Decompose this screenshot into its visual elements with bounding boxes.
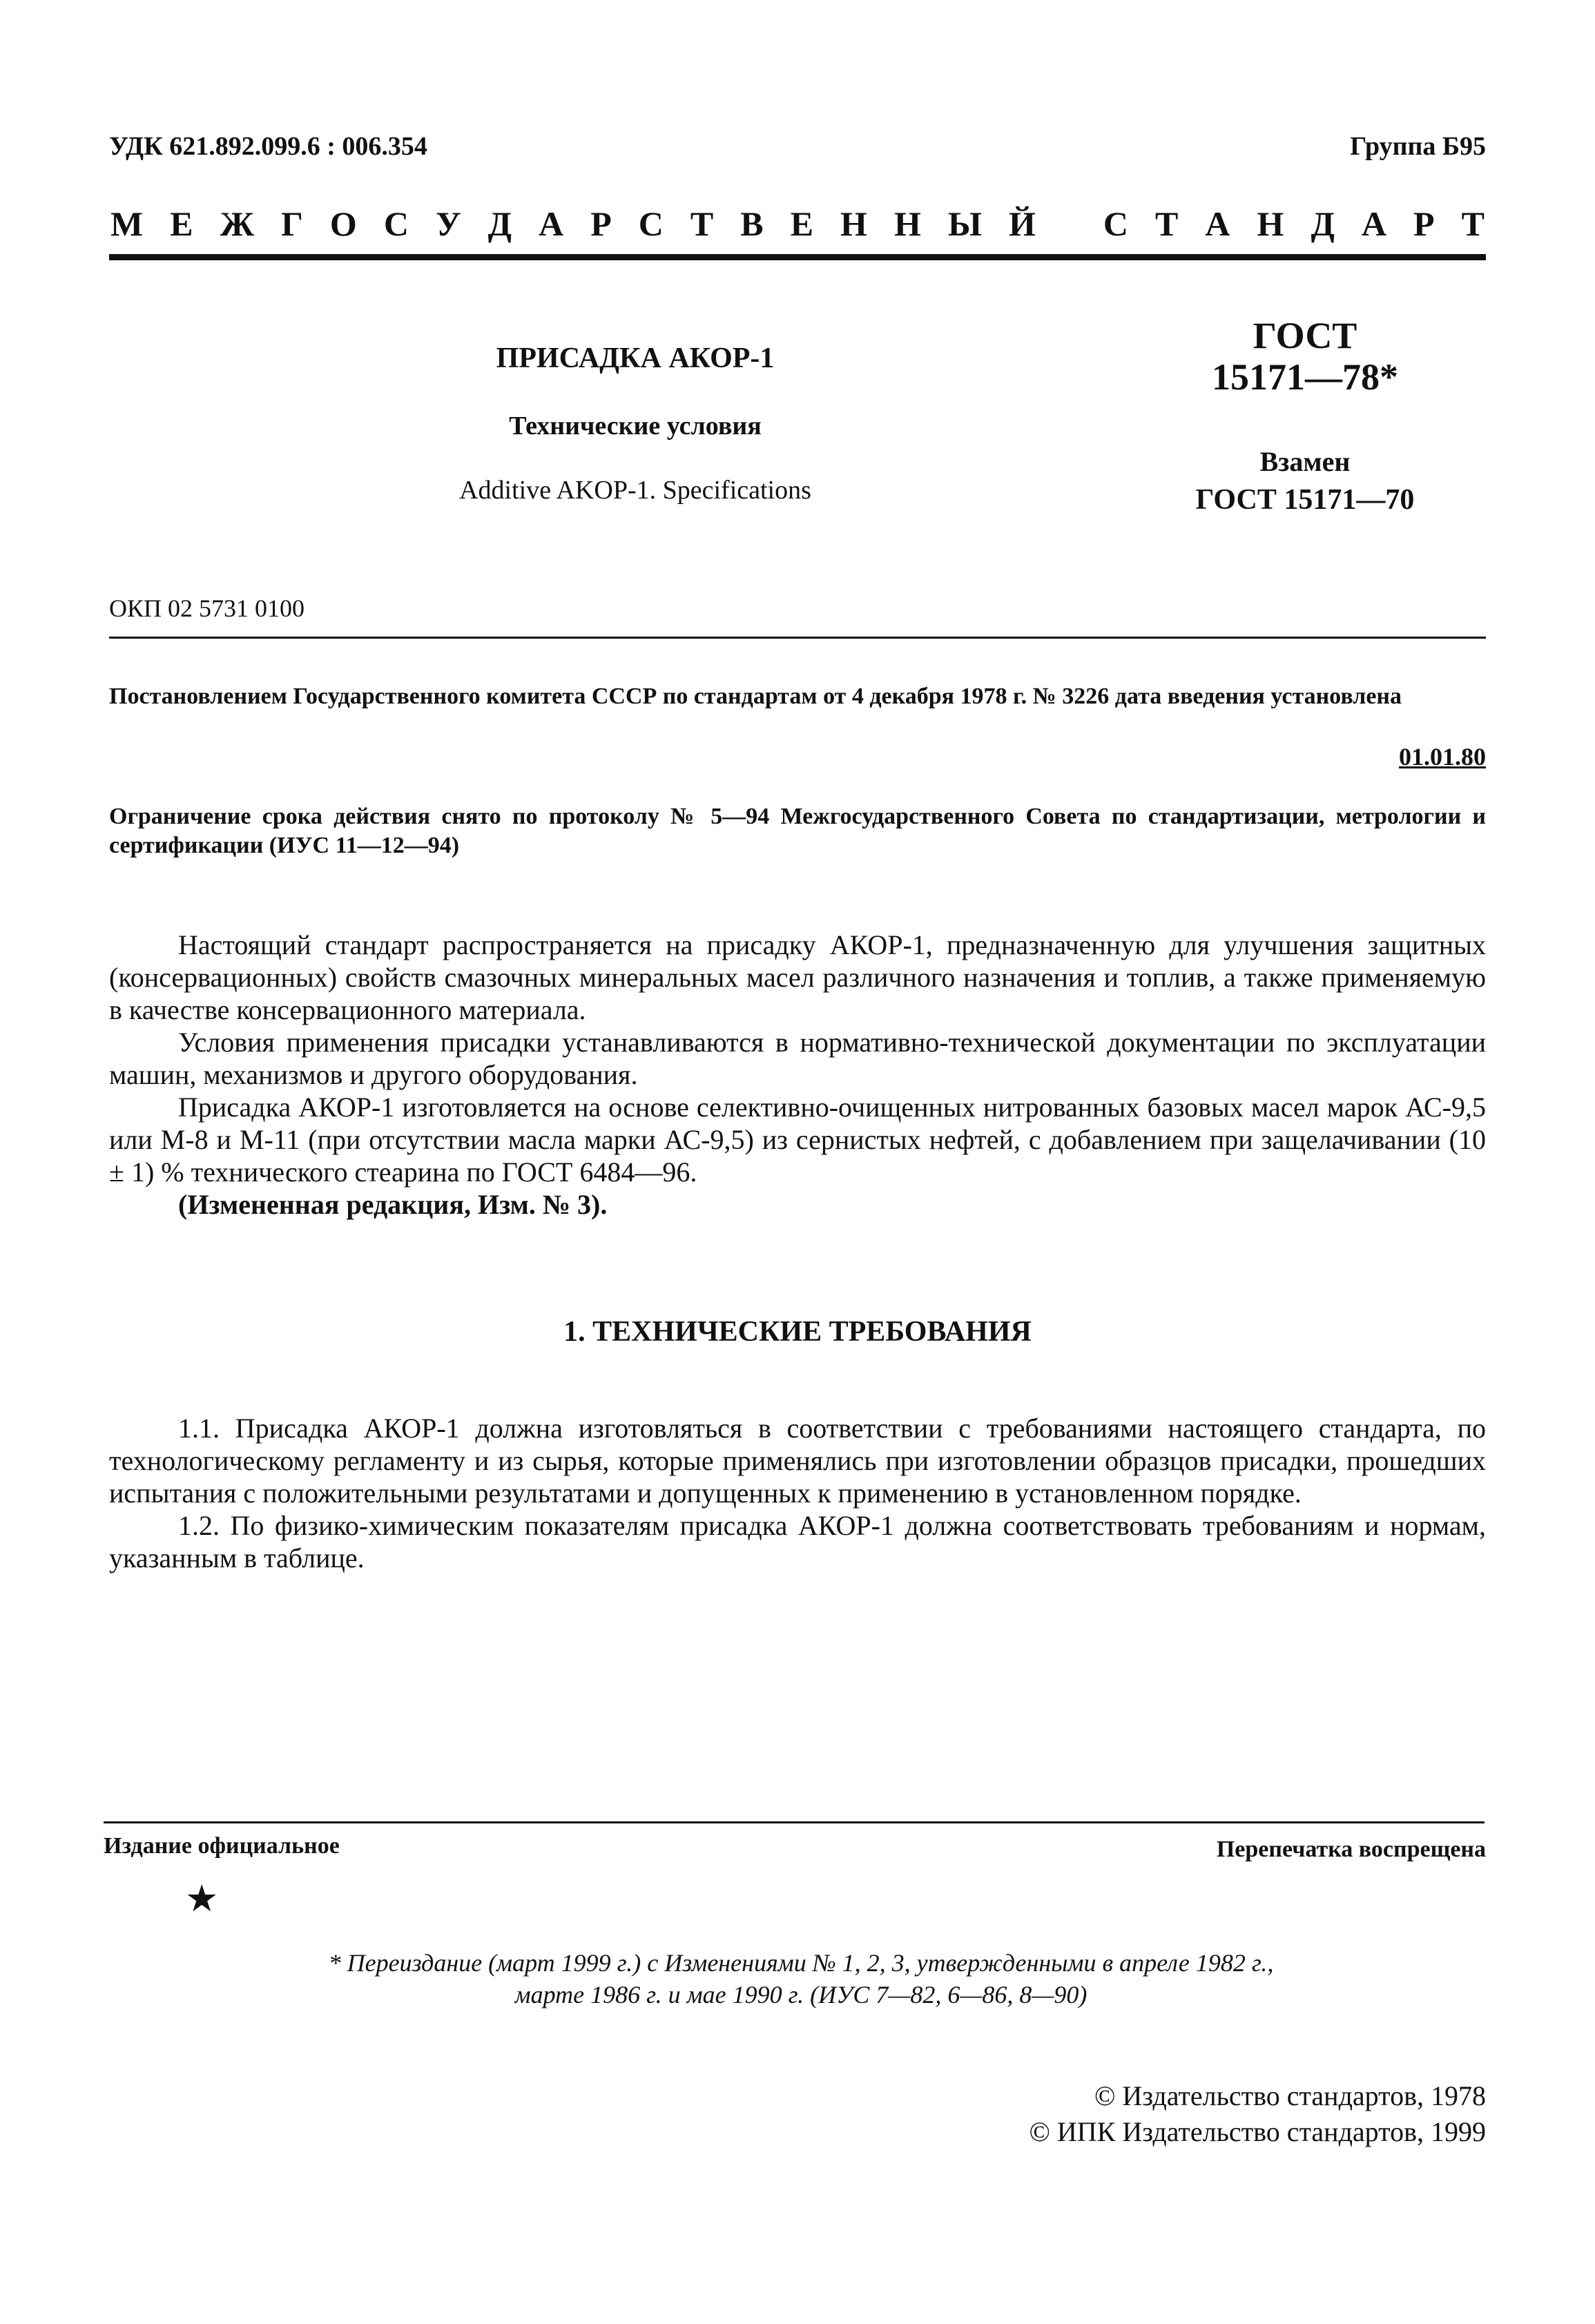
banner-letter: А — [1205, 204, 1230, 243]
okp-rule — [109, 637, 1486, 639]
banner-letter: Д — [487, 204, 512, 243]
banner-letter: Е — [170, 204, 193, 243]
banner-letter: Г — [281, 204, 303, 243]
copyright-block — [1030, 2078, 1486, 2150]
banner-letter: С — [638, 204, 664, 243]
amendment-note: (Измененная редакция, Изм. № 3). — [178, 1189, 608, 1220]
footnote-line: * Переиздание (март 1999 г.) с Изменениями № 1, 2, 3, утвержденными в апреле 1982 г., — [328, 1949, 1274, 1977]
standard-banner — [110, 204, 1485, 244]
banner-letter: А — [1361, 204, 1386, 243]
banner-letter: Д — [1311, 204, 1335, 243]
section-body — [109, 1412, 1486, 1574]
clause-1-2: 1.2. По физико-химическим показателям присадка АКОР-1 должна соответствовать требованиям и нормам, указанным в таблице. — [109, 1510, 1486, 1573]
copyright-line: © Издательство стандартов, 1978 — [1094, 2080, 1486, 2111]
star-icon: ★ — [185, 1878, 219, 1919]
banner-letter: Н — [1257, 204, 1284, 243]
banner-letter: Й — [1008, 204, 1036, 243]
banner-letter: Т — [690, 204, 714, 243]
banner-letter: Р — [1413, 204, 1435, 243]
udk-code: УДК 621.892.099.6 : 006.354 — [109, 132, 427, 161]
intro-paragraph: Условия применения присадки устанавливаются в нормативно-технической документации по эксплуатации машин, механизмов и другого оборудования. — [109, 1027, 1486, 1090]
gost-label: ГОСТ — [1253, 315, 1357, 356]
footnote-line: марте 1986 г. и мае 1990 г. (ИУС 7—82, 6—86, 8—90) — [514, 1981, 1088, 2008]
limitation-text: Ограничение срока действия снято по протоколу № 5—94 Межгосударственного Совета по стандартизации, метрологии и сертификации (ИУС 11—12—94) — [109, 804, 1486, 858]
replaces-label: Взамен — [1259, 446, 1351, 477]
banner-letter: М — [110, 204, 144, 243]
reissue-footnote — [207, 1947, 1395, 2011]
reprint-prohibited: Перепечатка воспрещена — [1216, 1837, 1486, 1862]
banner-letter: Т — [1155, 204, 1179, 243]
banner-word-gap — [1063, 204, 1076, 244]
banner-letter: Е — [790, 204, 813, 243]
introduction-date: 01.01.80 — [1399, 743, 1486, 771]
document-title: ПРИСАДКА АКОР-1 — [496, 342, 775, 374]
banner-letter: О — [329, 204, 357, 243]
decree-text: Постановлением Государственного комитета СССР по стандартам от 4 декабря 1978 г. № 3226 дата введения установлена — [109, 684, 1402, 709]
banner-letter: А — [539, 204, 564, 243]
banner-letter: С — [383, 204, 409, 243]
clause-1-1: 1.1. Присадка АКОР-1 должна изготовляться в соответствии с требованиями настоящего стандарта, по технологическому регламенту и из сырья, которые применялись при изготовлении образцов присадки, прошедших испытания с положительными результатами и допущенных к применению в установленном порядке. — [109, 1413, 1486, 1509]
footer-rule — [104, 1821, 1485, 1823]
intro-section — [109, 929, 1486, 1221]
gost-number: 15171—78* — [1212, 356, 1398, 398]
banner-letter: Т — [1461, 204, 1485, 243]
group-code: Группа Б95 — [1350, 132, 1486, 161]
intro-paragraph: Присадка АКОР-1 изготовляется на основе селективно-очищенных нитрованных базовых масел марок АС-9,5 или М-8 и М-11 (при отсутствии масла марки АС-9,5) из сернистых нефтей, с добавлением при защелачивании (10 ± 1) % технического стеарина по ГОСТ 6484—96. — [109, 1092, 1486, 1188]
banner-letter: Р — [590, 204, 612, 243]
replaces-standard: ГОСТ 15171—70 — [1195, 484, 1415, 516]
okp-code: ОКП 02 5731 0100 — [109, 594, 305, 622]
banner-letter: В — [740, 204, 764, 243]
header-rule — [109, 254, 1486, 260]
banner-letter: У — [435, 204, 461, 243]
banner-letter: Н — [893, 204, 921, 243]
banner-letter: С — [1103, 204, 1129, 243]
official-edition: Издание официальное — [104, 1833, 340, 1859]
english-title: Additive AKOP-1. Specifications — [459, 476, 811, 505]
intro-paragraph: Настоящий стандарт распространяется на присадку АКОР-1, предназначенную для улучшения защитных (консервационных) свойств смазочных минеральных масел различного назначения и топлив, а также применяемую в качестве консервационного материала. — [109, 929, 1486, 1025]
copyright-line: © ИПК Издательство стандартов, 1999 — [1029, 2116, 1486, 2147]
section-title: 1. ТЕХНИЧЕСКИЕ ТРЕБОВАНИЯ — [563, 1316, 1032, 1348]
banner-letter: Н — [840, 204, 867, 243]
document-subtitle: Технические условия — [509, 411, 762, 440]
banner-letter: Ы — [947, 204, 982, 243]
banner-letter: Ж — [220, 204, 255, 243]
